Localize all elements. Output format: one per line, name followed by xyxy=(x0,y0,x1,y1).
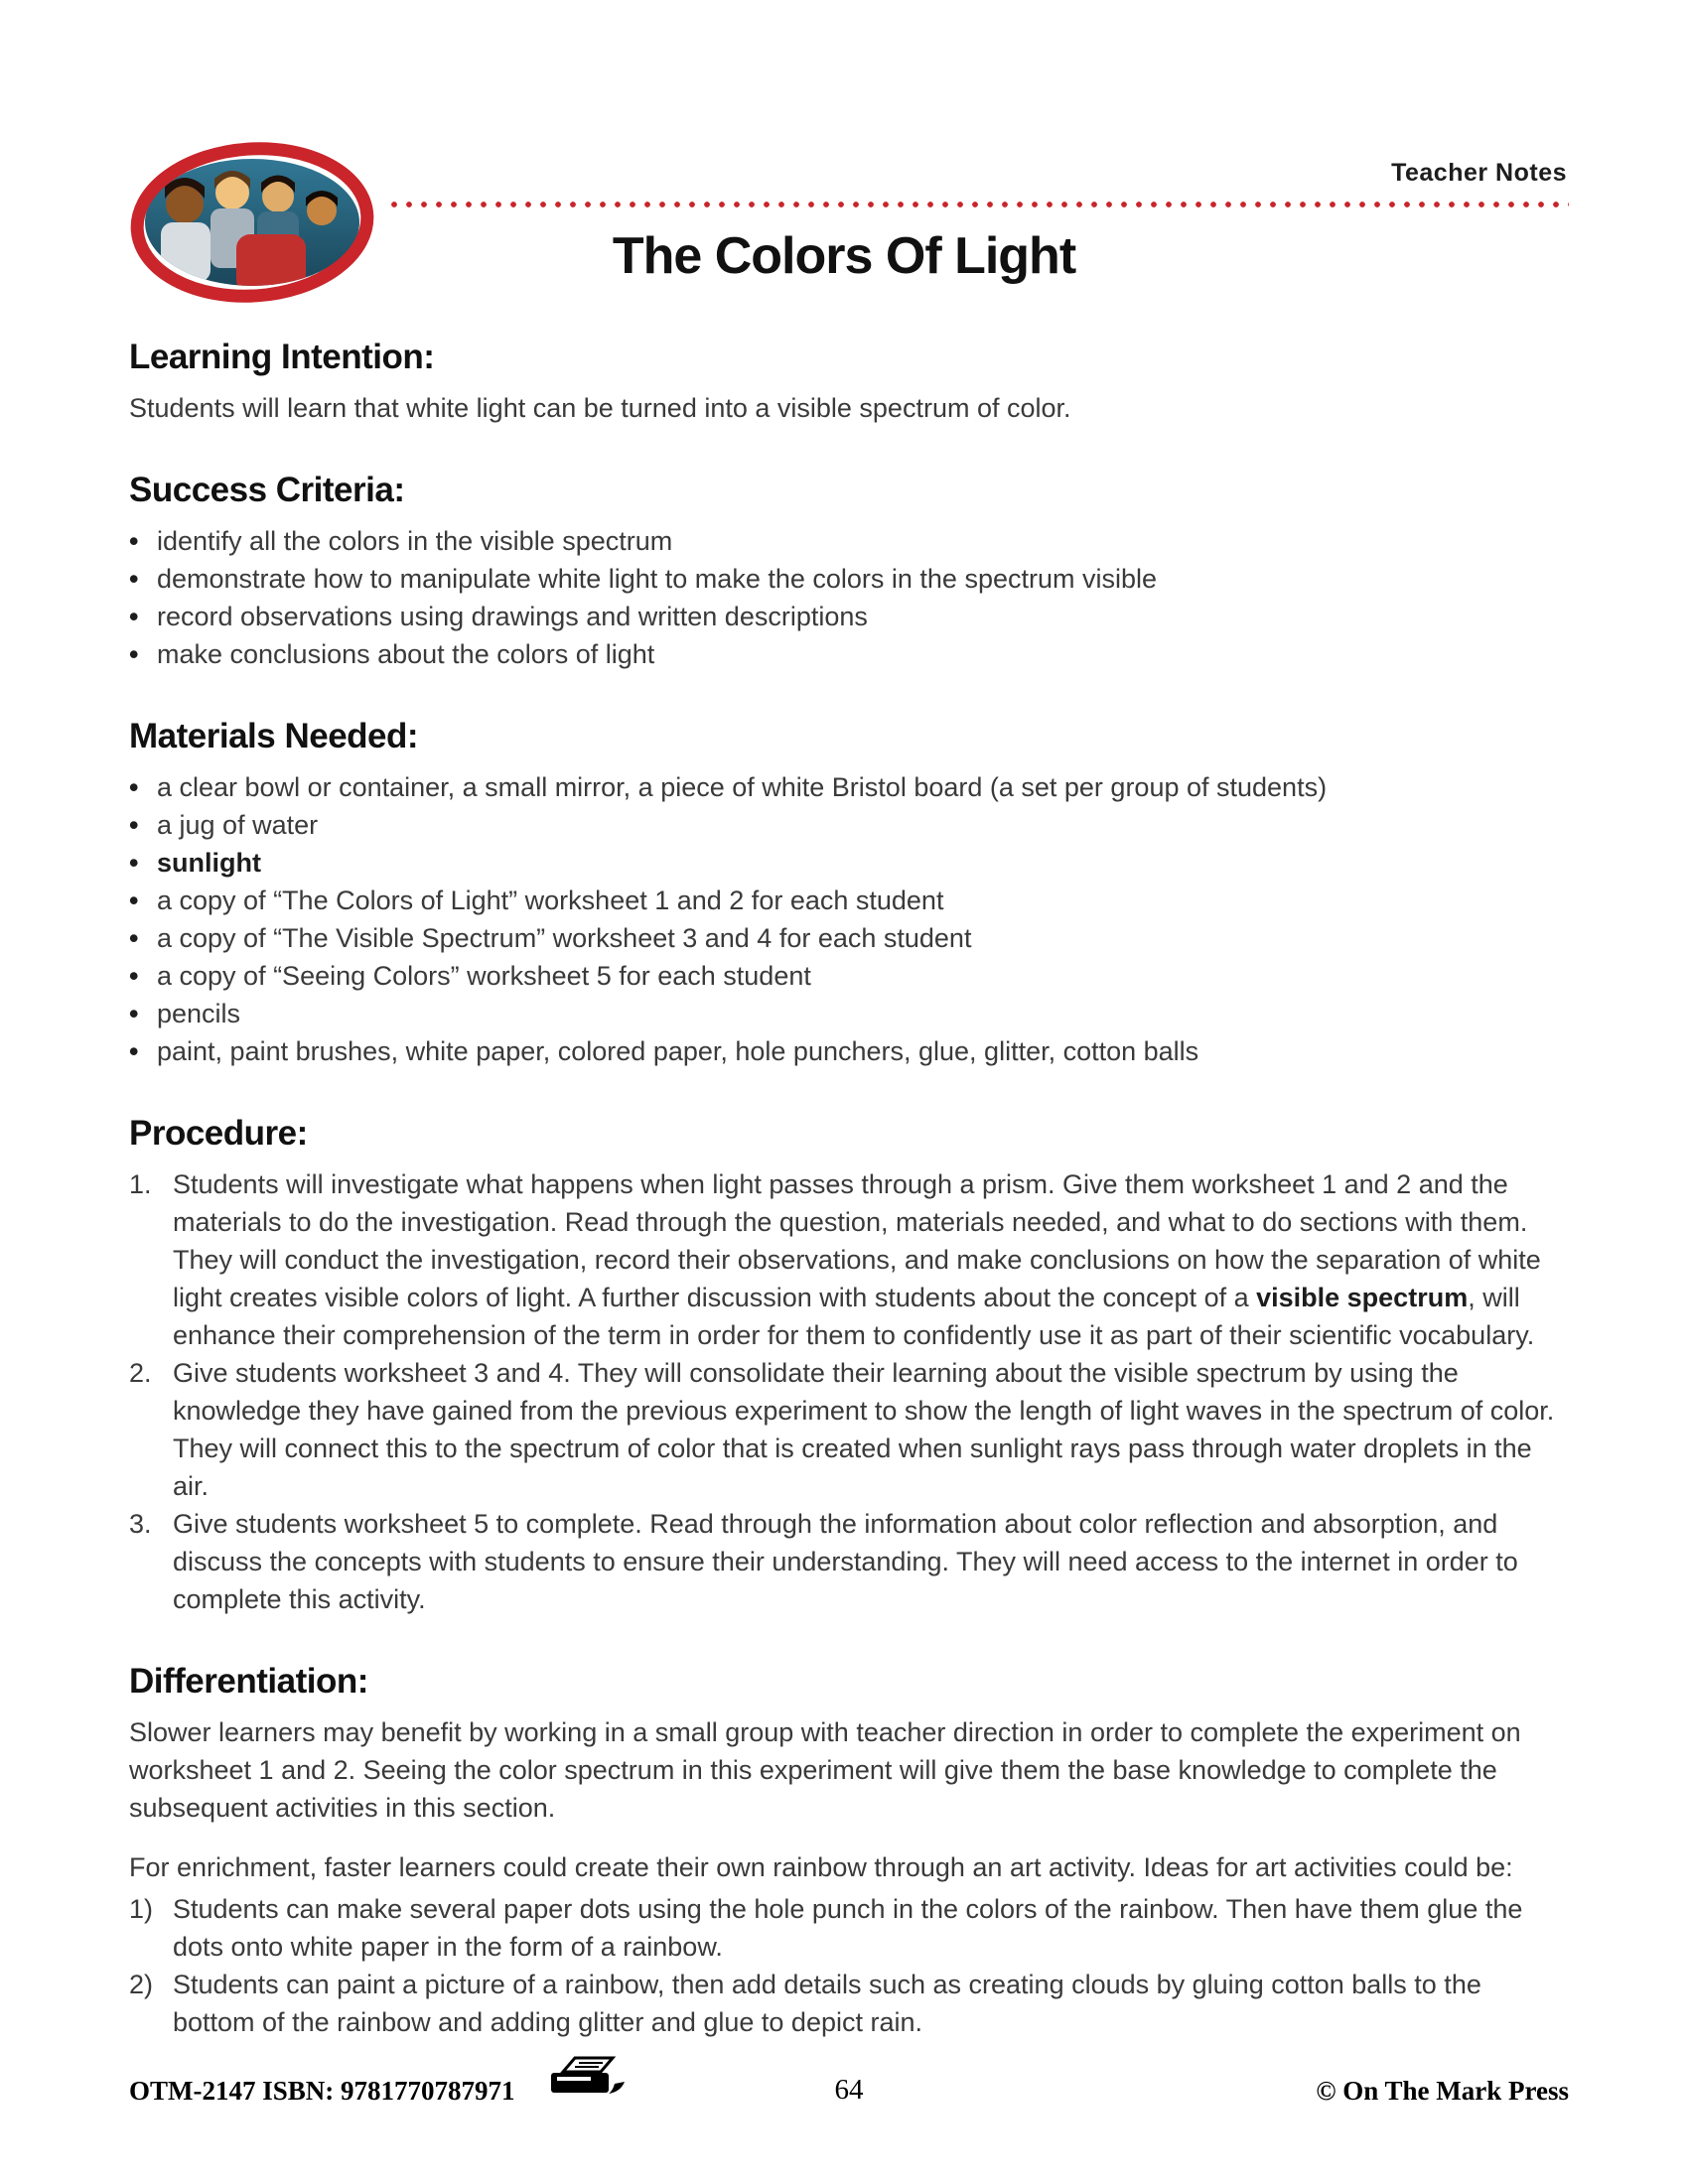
materials-needed-list xyxy=(129,768,1569,1070)
bullet-text: sunlight xyxy=(157,848,261,878)
differentiation-list xyxy=(129,1890,1569,2041)
bullet-text: a copy of “The Colors of Light” worksheet 1 and 2 for each student xyxy=(157,886,944,915)
learning-intention-body: Students will learn that white light can be turned into a visible spectrum of color. xyxy=(129,393,1071,423)
bullet-icon: • xyxy=(129,526,139,556)
bullet-icon: • xyxy=(129,923,139,953)
bullet-icon: • xyxy=(129,602,139,631)
bullet-item xyxy=(129,560,1569,598)
item-number: 3. xyxy=(129,1509,152,1539)
bullet-item xyxy=(129,844,1569,882)
differentiation-paragraph-1: Slower learners may benefit by working in a small group with teacher direction in order to complete the experiment on worksheet 1 and 2. Seeing the color spectrum in this experiment will give them the base knowledge to complete the subsequent activities in this section. xyxy=(129,1717,1521,1823)
bullet-text: a clear bowl or container, a small mirror, a piece of white Bristol board (a set per group of students) xyxy=(157,772,1328,802)
learning-intention-heading: Learning Intention: xyxy=(129,338,435,376)
differentiation-paragraph-2: For enrichment, faster learners could create their own rainbow through an art activity. Ideas for art activities could be: xyxy=(129,1852,1513,1882)
differentiation-heading: Differentiation: xyxy=(129,1662,368,1701)
page-content xyxy=(0,338,1688,2041)
bullet-item xyxy=(129,806,1569,844)
bullet-icon: • xyxy=(129,772,139,802)
item-text-bold: visible spectrum xyxy=(1256,1283,1469,1312)
section-materials-needed xyxy=(129,717,1569,1070)
bullet-item xyxy=(129,635,1569,673)
item-text xyxy=(173,1505,1569,1618)
materials-needed-heading: Materials Needed: xyxy=(129,717,419,755)
bullet-text: a jug of water xyxy=(157,810,319,840)
bullet-text: a copy of “The Visible Spectrum” worksheet 3 and 4 for each student xyxy=(157,923,972,953)
section-procedure xyxy=(129,1114,1569,1618)
item-number: 2. xyxy=(129,1358,152,1388)
teacher-notes-label: Teacher Notes xyxy=(1391,159,1567,187)
bullet-item xyxy=(129,882,1569,919)
footer-isbn: OTM-2147 ISBN: 9781770787971 xyxy=(129,2076,515,2106)
item-text: Students can paint a picture of a rainbow, then add details such as creating clouds by gluing cotton balls to the bottom of the rainbow and adding glitter and glue to depict rain. xyxy=(173,1970,1481,2037)
item-number: 1) xyxy=(129,1894,154,1924)
bullet-text: paint, paint brushes, white paper, colored paper, hole punchers, glue, glitter, cotton balls xyxy=(157,1036,1199,1066)
bullet-item xyxy=(129,957,1569,995)
bullet-icon: • xyxy=(129,999,139,1028)
bullet-text: demonstrate how to manipulate white light to make the colors in the spectrum visible xyxy=(157,564,1158,594)
footer-page-number: 64 xyxy=(834,2074,864,2106)
bullet-text: a copy of “Seeing Colors” worksheet 5 for each student xyxy=(157,961,811,991)
numbered-item xyxy=(129,1354,1569,1505)
page-footer xyxy=(129,2054,1569,2107)
bullet-text: identify all the colors in the visible spectrum xyxy=(157,526,673,556)
bullet-item xyxy=(129,598,1569,635)
procedure-list xyxy=(129,1165,1569,1618)
footer-copyright: © On The Mark Press xyxy=(1316,2076,1569,2106)
bullet-text: pencils xyxy=(157,999,241,1028)
bullet-item xyxy=(129,768,1569,806)
bullet-text: record observations using drawings and written descriptions xyxy=(157,602,868,631)
bullet-icon: • xyxy=(129,1036,139,1066)
page-header xyxy=(0,0,1688,328)
section-learning-intention xyxy=(129,338,1569,427)
bullet-icon: • xyxy=(129,886,139,915)
bullet-icon: • xyxy=(129,848,139,878)
page-title: The Colors Of Light xyxy=(612,227,1076,285)
numbered-item xyxy=(129,1890,1569,1966)
bullet-icon: • xyxy=(129,961,139,991)
procedure-heading: Procedure: xyxy=(129,1114,308,1153)
footer-left xyxy=(129,2054,835,2107)
item-text-part: Students will investigate what happens when light passes through a prism. Give them worksheet 1 and 2 and the materials to do the investigation. Read through the question, materials needed, and what to do sections with them. They will conduct the investigation, record their observations, and make conclusions on how the separation of white light creates visible colors of light. A further discussion with students about the concept of a xyxy=(173,1169,1541,1312)
numbered-item xyxy=(129,1165,1569,1354)
item-text-part: Give students worksheet 5 to complete. Read through the information about color reflection and absorption, and discuss the concepts with students to ensure their understanding. They will need access to the internet in order to complete this activity. xyxy=(173,1509,1518,1614)
success-criteria-heading: Success Criteria: xyxy=(129,471,405,509)
bullet-text: make conclusions about the colors of light xyxy=(157,639,655,669)
bullet-item xyxy=(129,522,1569,560)
bullet-item xyxy=(129,919,1569,957)
item-number: 1. xyxy=(129,1169,152,1199)
section-success-criteria xyxy=(129,471,1569,673)
copy-machine-icon xyxy=(541,2054,627,2107)
bullet-icon: • xyxy=(129,810,139,840)
bullet-item xyxy=(129,995,1569,1032)
numbered-item xyxy=(129,1966,1569,2041)
dotted-separator xyxy=(389,200,1569,209)
bullet-icon: • xyxy=(129,639,139,669)
item-number: 2) xyxy=(129,1970,154,1999)
success-criteria-list xyxy=(129,522,1569,673)
item-text-part: , will enhance their comprehension of the term in order for them to confidently use it as part of their scientific vocabulary. xyxy=(173,1283,1535,1350)
item-text-part: Give students worksheet 3 and 4. They will consolidate their learning about the visible spectrum by using the knowledge they have gained from the previous experiment to show the length of light waves in the spectrum of color. They will connect this to the spectrum of color that is created when sunlight rays pass through water droplets in the air. xyxy=(173,1358,1555,1501)
bullet-item xyxy=(129,1032,1569,1070)
item-text xyxy=(173,1165,1569,1354)
section-differentiation xyxy=(129,1662,1569,2041)
item-text: Students can make several paper dots using the hole punch in the colors of the rainbow. Then have them glue the dots onto white paper in the form of a rainbow. xyxy=(173,1894,1523,1962)
bullet-icon: • xyxy=(129,564,139,594)
numbered-item xyxy=(129,1505,1569,1618)
item-text xyxy=(173,1354,1569,1505)
